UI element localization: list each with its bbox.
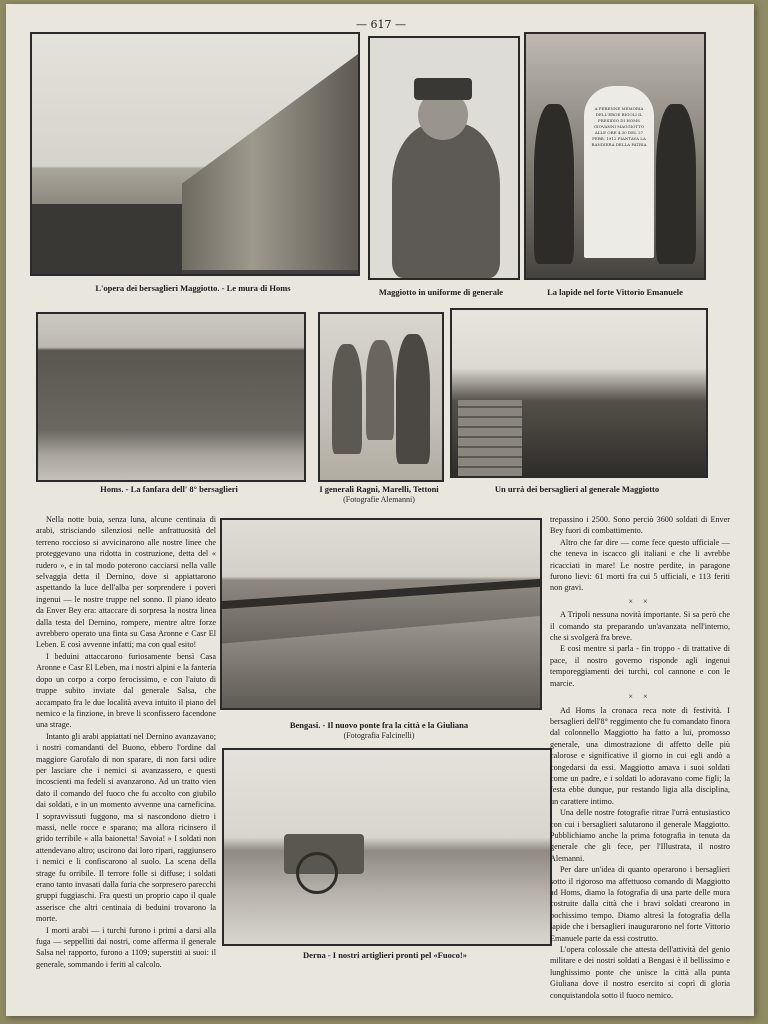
caption-band: Homs. - La fanfara dell' 8° bersaglieri [100, 484, 238, 494]
photo-generals [318, 312, 444, 482]
photo-derna-artillery [222, 748, 552, 946]
section-separator: × × [628, 596, 652, 606]
right-paragraph: Una delle nostre fotografie ritrae l'urrà entusiastico con cui i bersaglieri salutarono il generale Maggiotto. Pubblichiamo anche la prima fotografia in tenuta da generale che gli fece, per l'Illustrata, il nostro Alemanni. [550, 808, 730, 863]
caption-homs-walls: L'opera dei bersaglieri Maggiotto. - Le mura di Homs [95, 283, 291, 293]
right-paragraph: E così mentre si parla - fin troppo - di trattative di pace, il nostro governo risponde agli ingenui temporeggiamenti dei turchi, col cannone e con le marcie. [550, 644, 730, 688]
section-separator: × × [628, 692, 652, 702]
page-number: — 617 — [356, 18, 406, 31]
left-paragraph: I beduini attaccarono furiosamente bensì Casa Aronne e Casr El Leben, ma i nostri alpini e la fanteria dopo un corpo a corpo ferocissimo, e con l'aiuto di truppe subito inviate dal generale Salsa, che accampato fra le due località aveva intuito il piano del nemico e la finzione, in breve li sconfissero facendone una strage. [36, 651, 216, 730]
caption-derna-artillery: Derna - I nostri artiglieri pronti pel «Fuoco!» [303, 950, 467, 960]
left-text-column [36, 514, 216, 969]
right-paragraph: Per dare un'idea di quanto operarono i bersaglieri sotto il rigoroso ma affettuoso comando di Maggiotto ad Homs, diamo la fotografia di una parte delle mura costruite dalla città che i bravi soldati crearono in pochissimo tempo. Diamo altresì la fotografia della lapide che i bersaglieri inaugurarono nel forte Vittorio Emanuele parte da essi costrutto. [550, 865, 730, 943]
photo-band [36, 312, 306, 482]
caption-memorial-stone: La lapide nel forte Vittorio Emanuele [547, 287, 683, 297]
left-paragraph: Intanto gli arabi appiattati nel Dernino avanzavano; i nostri comandanti del Buono, ebbero l'ordine dal maggiore Garofalo di non sparare, di non farsi udire per lasciare che i nemici si avanzassero, e questi incoscienti ma fedeli si avanzarono. Ad un tratto vien dato il comando del fuoco che fu accolto con giubilo dai soldati, e in un momento avvenne una carneficina. I sopravvissuti fuggono, ma si nascondono dietro i massi, nelle rocce e sparano; ma allora ricinsero il grido terribile « alla baionetta! Savoia! » I soldati non attendevano altro; uscirono dai loro ripari, raggiunsero i nemici e li confiscarono al suolo. La scena della strage fu orribile. Il terrore folle si diffuse; i soldati erano tanto invasati dalla furia che sorpresero parecchi gruppi fuggiaschi. Fra questi un proprio capo il quale asserisce che altri centinaia di beduini trovarono la morte. [36, 731, 216, 924]
stone-inscription: A PERENNE MEMORIA DELL'EROE BIGOLI IL PRESIDIO DI HOMS GIOVANNI MAGGIOTTO ALLE ORE 4,30 DEL 27 FEBB. 1912 PIANTAVA LA BANDIERA DELLA PATRIA [584, 86, 654, 258]
photo-homs-walls [30, 32, 360, 276]
caption-bengasi-bridge: Bengasi. - Il nuovo ponte fra la città e la Giuliana [289, 720, 469, 730]
photo-bengasi-bridge [220, 518, 542, 710]
photo-cheer [450, 308, 708, 478]
credit-alemanni: (Fotografie Alemanni) [343, 495, 415, 504]
right-paragraph: A Tripoli nessuna novità importante. Si sa però che il comando sta preparando un'avanzata nell'interno, che si svolgerà fra breve. [550, 610, 730, 643]
right-paragraph: L'opera colossale che attesta dell'attività del genio militare e dei nostri soldati a Bengasi è il bellissimo e lunghissimo ponte che unisce la città alla punta Giuliana dove il nostro esercito si coprì di gloria conquistandola sotto il fuoco nemico. [550, 945, 730, 1000]
right-text-column [550, 514, 730, 1000]
right-paragraph: Altro che far dire — come fece questo ufficiale — che teneva in iscacco gli italiani e che li avrebbe ricacciati in mare! Le nostre perdite, in paragone furono lievi: 61 morti fra cui 5 ufficiali, e 113 feriti non gravi. [550, 537, 730, 593]
photo-memorial-stone [524, 32, 706, 280]
caption-maggiotto-uniform: Maggiotto in uniforme di generale [378, 287, 504, 297]
right-paragraph: Ad Homs la cronaca reca note di festività. I bersaglieri dell'8° reggimento che fu comandato finora dal colonnello Maggiotto ha fatto a lui, promosso generale, una dimostrazione di affetto delle più calorose e significative il giorno in cui egli andò a congedarsi da essi. Maggiotto amava i suoi soldati come un padre, e i soldati lo adoravano come figli; la festa ebbe dunque, pur restando ligia alla disciplina, un carattere intimo. [550, 705, 730, 806]
caption-generals: I generali Ragni, Marelli, Tettoni [319, 484, 439, 494]
left-paragraph: I morti arabi — i turchi furono i primi a darsi alla fuga — seppelliti dai nostri, come afferma il generale Salsa nel rapporto, furono a 1109; superstiti ai suoi: il generale, sommando i feriti al calcolo. [36, 925, 216, 969]
right-paragraph: trepassino i 2500. Sono perciò 3600 soldati di Enver Bey fuori di combattimento. [550, 515, 730, 536]
left-paragraph: Nella notte buia, senza luna, alcune centinaia di arabi, strisciando silenziosi nelle anfrattuosità del terreno roccioso si avvicinarono alle nostre linee che proteggevano una ridotta in costruzione, detta del « rudero », e in tal modo poterono cacciarsi nella valle selvaggia detta il Dernino, dove si appiattarono aspettando la luce dell'alba per sorprendere i poveri ingenui — le nostre truppe nel sonno. Il piano ideato da Enver Bey era: attaccare di sorpresa la nostra linea dalla testa del Dernino, rompere, mentre altre forze avrebbero operato una finta su Casa Aronne e Casr El Leben. E così avvenne infatti; ma con qual esito! [36, 515, 216, 650]
caption-cheer: Un urrà dei bersaglieri al generale Maggiotto [494, 484, 660, 494]
photo-maggiotto-uniform [368, 36, 520, 280]
newspaper-page [6, 4, 754, 1016]
credit-falcinelli: (Fotografia Falcinelli) [343, 731, 415, 740]
